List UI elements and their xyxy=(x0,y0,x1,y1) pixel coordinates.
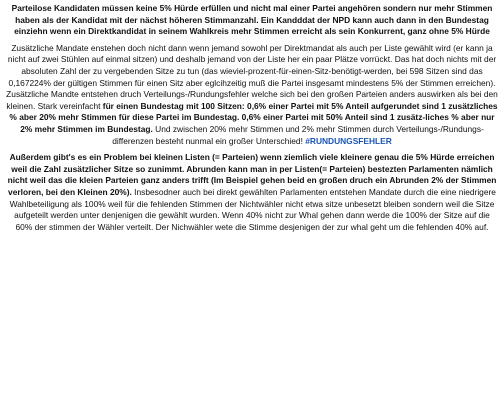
paragraph-2-intro: Zusätzliche Mandate enstehen doch nicht dann wenn jemand sowohl per Direktmandat als auch per Liste gewählt wird (er kann ja nicht auf zwei Stühlen auf einmal sitzen) und deshalb jemand von der Liste her ein paar Plätze vorrückt. Das hat doch nichts mit der absoluten Zahl der zu vergebenden Sitze zu tun (das wieviel-prozent-für-einen-Sitz-benötigt-werden, bei 598 Sitzen sind das 0,167224% der gültigen Stimmen für einen Sitz aber eglcihzeitig muß die Partei insgesamt mindestens 5% der Stimmen erreichen). Zusätzliche Mandte entstehen druch Verteilungs-/Rundungsfehler xyxy=(6,42,497,100)
paragraph-small-lists xyxy=(5,152,499,233)
paragraph-additional-mandates xyxy=(5,43,499,147)
paragraph-2-example: für einen Bundestag mit 100 Sitzen: 0,6% einer Partei mit 5% Anteil aufgerundet sind 1 zusätzliches % aber 20% mehr Stimmen für diese Partei im Bundestag. 0,6% einer Partei mit 50% Anteil sind 1 zusätz-liches % aber nur 2% mehr Stimmen im Bundestag. xyxy=(9,100,498,134)
paragraph-2-transition: welche sich bei den großen Parteien anders auswirken als bei den kleinen. Stark vereinfacht xyxy=(6,89,498,111)
paragraph-3-bold: Außerdem gibt's es ein Problem bei kleinen Listen (= Parteien) wenn ziemlich viele kleinere genau die 5% Hürde erreichen weil die Zahl zusätzlicher Sitze so zunimmt. Abrunden kann man in per Listen(= Parteien) bestezten Parlamenten nämlich nicht weil das die kleien Parteien ganz anders trifft (Im Beispiel gehen beid en großen druch ein Abrunden 2% der Stimmen verloren, bei den Kleinen 20%). xyxy=(7,152,497,197)
paragraph-3-rest: Insbesodner auch bei direkt gewählten Parlamenten entstehen Mandate durch die eine niedrigere Wahlbeteiligung als 100% weil für die fehlenden Stimmen der Nichtwähler nicht etwa sitze unbesetzt bleiben sondern weil die Sitze aufgeteilt werden unter denjenigen die gewählt wurden. Wenn 40% nicht zur Whal gehen dann werde die 100% der Sitze auf die 60% der stimmen der Wähler verteilt. Der Nichwähler wete die Stimme desjenigen der zur whal geht um die fehlenden 40% auf. xyxy=(9,186,496,232)
paragraph-2-conclusion: Und zwischen 20% mehr Stimmen und 2% mehr Stimmen durch Verteilungs-/Rundungs-differenzen besteht nunmal ein großer Unterschied! xyxy=(112,123,484,146)
paragraph-1-text: Parteilose Kandidaten müssen keine 5% Hürde erfüllen und nicht mal einer Partei angehören sondern nur mehr Stimmen haben als der Kandidat mit der nächst höheren Stimmanzahl. Ein Kandddat der NPD kann auch dann in den Bundestag einziehn wenn ein Direktkandidat in seinem Wahlkreis mehr Stimmen erreicht als sein Konkurrent, ganz ohne 5% Hürde xyxy=(11,3,493,37)
paragraph-independent-candidates xyxy=(5,3,499,38)
hashtag-rundungsfehler[interactable]: #RUNDUNGSFEHLER xyxy=(305,135,392,146)
